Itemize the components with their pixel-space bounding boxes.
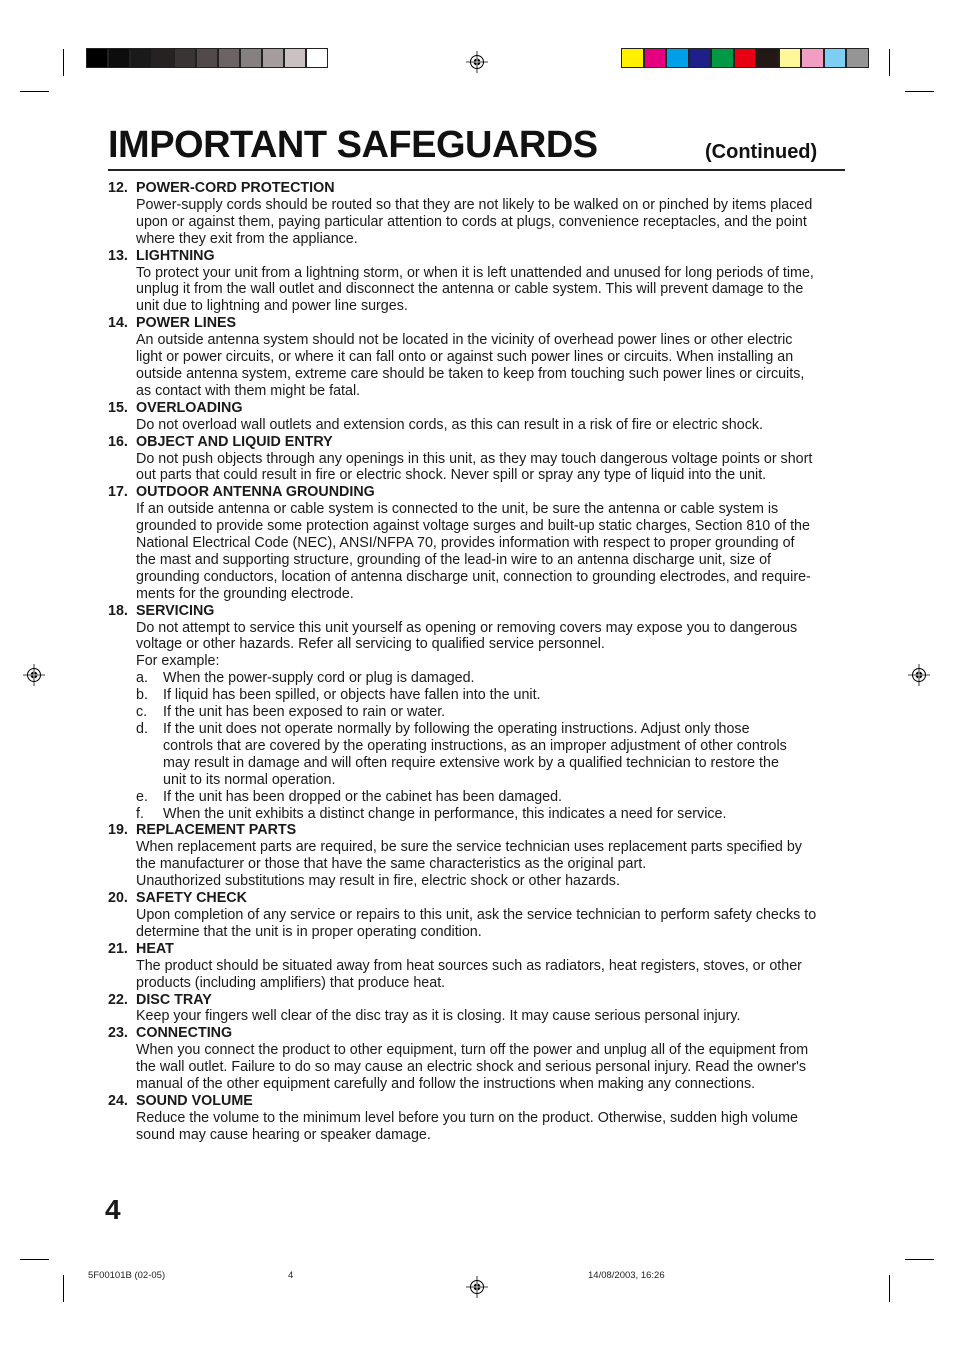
registration-mark-icon: [466, 51, 488, 73]
item-text-line: unplug it from the wall outlet and disconnect the antenna or cable system. This will prevent damage to the: [136, 281, 804, 298]
safeguard-item: [108, 890, 826, 941]
item-text-line: light or power circuits, or where it can fall onto or against such power lines or circuits. When installing an: [136, 349, 794, 366]
sub-item-text: controls that are covered by the operating instructions, as an improper adjustment of other controls: [163, 737, 787, 754]
item-text-line: An outside antenna system should not be located in the vicinity of overhead power lines or other electric: [136, 332, 793, 349]
color-swatch: [846, 48, 869, 68]
sub-item-line: [108, 755, 826, 772]
sub-item-line: [108, 670, 826, 687]
registration-mark-icon: [23, 664, 45, 686]
item-heading: [108, 941, 826, 958]
item-heading: [108, 1025, 826, 1042]
item-text-line: The product should be situated away from heat sources such as radiators, heat registers, stoves, or other: [136, 957, 802, 974]
item-heading-text: SAFETY CHECK: [136, 890, 247, 907]
gray-swatch: [306, 48, 328, 68]
item-heading: [108, 822, 826, 839]
sub-item-letter: f.: [136, 805, 144, 822]
item-text-line: When you connect the product to other equipment, turn off the power and unplug all of the equipment from: [136, 1042, 809, 1059]
gray-swatch: [174, 48, 196, 68]
sub-item-line: [108, 704, 826, 721]
item-text-line: grounding conductors, location of antenna discharge unit, connection to grounding electrodes, and require-: [136, 568, 811, 585]
item-number: 21.: [108, 940, 128, 957]
sub-item-line: [108, 789, 826, 806]
item-text-line: where they exit from the appliance.: [136, 230, 358, 247]
crop-mark: [63, 1275, 64, 1302]
safeguards-list: [108, 180, 826, 1144]
sub-item-line: [108, 738, 826, 755]
item-heading: [108, 180, 826, 197]
sub-item-line: [108, 806, 826, 823]
safeguard-item: [108, 992, 826, 1026]
item-text-line: National Electrical Code (NEC), ANSI/NFPA 70, provides information with respect to proper grounding of: [136, 535, 795, 552]
gray-swatch: [152, 48, 174, 68]
color-swatch: [711, 48, 734, 68]
safeguard-item: [108, 400, 826, 434]
sub-item-line: [108, 721, 826, 738]
item-text-line: When replacement parts are required, be sure the service technician uses replacement parts specified by: [136, 839, 802, 856]
item-text-line: determine that the unit is in proper operating condition.: [136, 923, 482, 940]
safeguard-item: [108, 484, 826, 602]
item-text-line: grounded to provide some protection against voltage surges and built-up static charges, Section 810 of the: [136, 518, 810, 535]
item-text-line: sound may cause hearing or speaker damage.: [136, 1126, 431, 1143]
item-text-line: ments for the grounding electrode.: [136, 585, 354, 602]
item-text-line: outside antenna system, extreme care should be taken to keep from touching such power lines or circuits,: [136, 365, 805, 382]
gray-swatch: [86, 48, 108, 68]
item-number: 15.: [108, 399, 128, 416]
item-number: 12.: [108, 180, 128, 196]
safeguard-item: [108, 315, 826, 400]
sub-item-text: If the unit has been exposed to rain or water.: [163, 704, 446, 721]
item-number: 23.: [108, 1025, 128, 1042]
item-text-line: To protect your unit from a lightning storm, or when it is left unattended and unused for long periods of time,: [136, 264, 814, 281]
item-text-line: If an outside antenna or cable system is connected to the unit, be sure the antenna or cable system is: [136, 501, 779, 518]
item-heading-text: REPLACEMENT PARTS: [136, 822, 297, 839]
color-swatch: [801, 48, 824, 68]
item-text-line: unit due to lightning and power line surges.: [136, 298, 408, 315]
item-text-line: Unauthorized substitutions may result in fire, electric shock or other hazards.: [136, 873, 620, 890]
registration-mark-icon: [908, 664, 930, 686]
item-text-line: as contact with them might be fatal.: [136, 382, 361, 399]
item-heading: [108, 315, 826, 332]
color-swatch: [621, 48, 644, 68]
color-swatch: [756, 48, 779, 68]
gray-swatch: [284, 48, 306, 68]
registration-mark-icon: [466, 1276, 488, 1298]
item-text-line: manual of the other equipment carefully and follow the instructions when making any connections.: [136, 1076, 756, 1093]
item-text-line: Reduce the volume to the minimum level before you turn on the product. Otherwise, sudden high volume: [136, 1109, 798, 1126]
item-heading: [108, 1093, 826, 1110]
crop-mark: [63, 49, 64, 76]
item-number: 24.: [108, 1092, 128, 1109]
sub-item-letter: b.: [136, 687, 148, 704]
safeguard-item: [108, 434, 826, 485]
safeguard-item: [108, 248, 826, 316]
sub-item-line: [108, 687, 826, 704]
item-text-line: Power-supply cords should be routed so that they are not likely to be walked on or pinched by items placed: [136, 196, 813, 213]
sub-item-letter: d.: [136, 721, 148, 737]
sub-item-text: If the unit does not operate normally by following the operating instructions. Adjust only those: [163, 721, 750, 737]
item-text-line: Upon completion of any service or repairs to this unit, ask the service technician to perform safety checks to: [136, 906, 817, 923]
item-heading: [108, 400, 826, 417]
gray-swatch: [240, 48, 262, 68]
color-swatch: [644, 48, 667, 68]
sub-item-text: unit to its normal operation.: [163, 771, 336, 788]
crop-mark: [889, 1275, 890, 1302]
item-heading-text: DISC TRAY: [136, 991, 212, 1008]
item-number: 22.: [108, 991, 128, 1008]
footer-code: 5F00101B (02-05): [88, 1270, 166, 1281]
item-number: 17.: [108, 484, 128, 501]
item-text-line: Do not overload wall outlets and extension cords, as this can result in a risk of fire or electric shock.: [136, 416, 763, 433]
color-swatch: [824, 48, 847, 68]
item-heading-text: OVERLOADING: [136, 399, 243, 416]
sub-item-text: If the unit has been dropped or the cabinet has been damaged.: [163, 788, 563, 805]
sub-item-text: When the unit exhibits a distinct change in performance, this indicates a need for service.: [163, 805, 727, 822]
gray-swatch: [196, 48, 218, 68]
crop-mark: [20, 91, 49, 92]
item-heading: [108, 992, 826, 1009]
item-heading: [108, 248, 826, 265]
safeguard-item: [108, 1025, 826, 1093]
gray-swatch: [130, 48, 152, 68]
item-heading: [108, 603, 826, 620]
item-number: 19.: [108, 822, 128, 839]
item-number: 14.: [108, 315, 128, 332]
item-number: 20.: [108, 890, 128, 907]
sub-item-text: When the power-supply cord or plug is damaged.: [163, 670, 475, 687]
sub-item-letter: e.: [136, 788, 148, 805]
item-heading-text: LIGHTNING: [136, 247, 215, 264]
gray-swatch: [108, 48, 130, 68]
sub-item-text: If liquid has been spilled, or objects have fallen into the unit.: [163, 687, 541, 704]
color-swatch: [689, 48, 712, 68]
safeguard-item: [108, 941, 826, 992]
color-swatch: [734, 48, 757, 68]
item-text-line: Keep your fingers well clear of the disc tray as it is closing. It may cause serious personal injury.: [136, 1008, 741, 1025]
item-text-line: the mast and supporting structure, grounding of the lead-in wire to an antenna discharge unit, size of: [136, 551, 772, 568]
crop-mark: [905, 1259, 934, 1260]
item-heading-text: SOUND VOLUME: [136, 1092, 253, 1109]
item-text-line: Do not attempt to service this unit yourself as opening or removing covers may expose you to dangerous: [136, 619, 798, 636]
item-text-line: the wall outlet. Failure to do so may cause an electric shock and serious personal injury. Read the owner's: [136, 1059, 806, 1076]
item-heading-text: OUTDOOR ANTENNA GROUNDING: [136, 484, 375, 501]
item-text-line: Do not push objects through any openings in this unit, as they may touch dangerous voltage points or short: [136, 450, 813, 467]
continued-label: (Continued): [705, 141, 818, 163]
gray-swatch: [218, 48, 240, 68]
safeguard-item: [108, 822, 826, 890]
crop-mark: [905, 91, 934, 92]
crop-mark: [20, 1259, 49, 1260]
item-number: 18.: [108, 602, 128, 619]
title-rule: [108, 169, 845, 171]
crop-mark: [889, 49, 890, 76]
gray-swatch: [262, 48, 284, 68]
sub-item-letter: c.: [136, 704, 148, 721]
sub-item-letter: a.: [136, 670, 148, 687]
sub-item-line: [108, 772, 826, 789]
item-text-line: out parts that could result in fire or electric shock. Never spill or spray any type of liquid into the unit.: [136, 467, 767, 484]
item-text-line: the manufacturer or those that have the same characteristics as the original part.: [136, 856, 647, 873]
item-heading: [108, 484, 826, 501]
sub-item-text: may result in damage and will often require extensive work by a qualified technician to restore the: [163, 754, 779, 771]
color-swatch: [779, 48, 802, 68]
item-heading-text: CONNECTING: [136, 1025, 233, 1042]
item-text-line: products (including amplifiers) that produce heat.: [136, 974, 446, 991]
footer-datetime: 14/08/2003, 16:26: [588, 1270, 665, 1281]
safeguard-item: [108, 1093, 826, 1144]
page-title: IMPORTANT SAFEGUARDS: [108, 124, 598, 166]
page-number: 4: [105, 1194, 121, 1225]
item-text-line: For example:: [136, 653, 220, 670]
item-number: 13.: [108, 247, 128, 264]
item-heading-text: HEAT: [136, 940, 174, 957]
item-text-line: upon or against them, paying particular attention to cords at plugs, convenience receptacles, and the point: [136, 213, 807, 230]
item-heading-text: POWER LINES: [136, 315, 237, 332]
item-heading: [108, 890, 826, 907]
safeguard-item: [108, 603, 826, 823]
item-number: 16.: [108, 433, 128, 450]
item-heading-text: POWER-CORD PROTECTION: [136, 180, 335, 196]
footer-page: 4: [288, 1270, 294, 1281]
item-heading-text: OBJECT AND LIQUID ENTRY: [136, 433, 333, 450]
safeguard-item: [108, 180, 826, 248]
color-swatch: [666, 48, 689, 68]
item-heading-text: SERVICING: [136, 602, 215, 619]
item-text-line: voltage or other hazards. Refer all servicing to qualified service personnel.: [136, 636, 605, 653]
item-heading: [108, 434, 826, 451]
